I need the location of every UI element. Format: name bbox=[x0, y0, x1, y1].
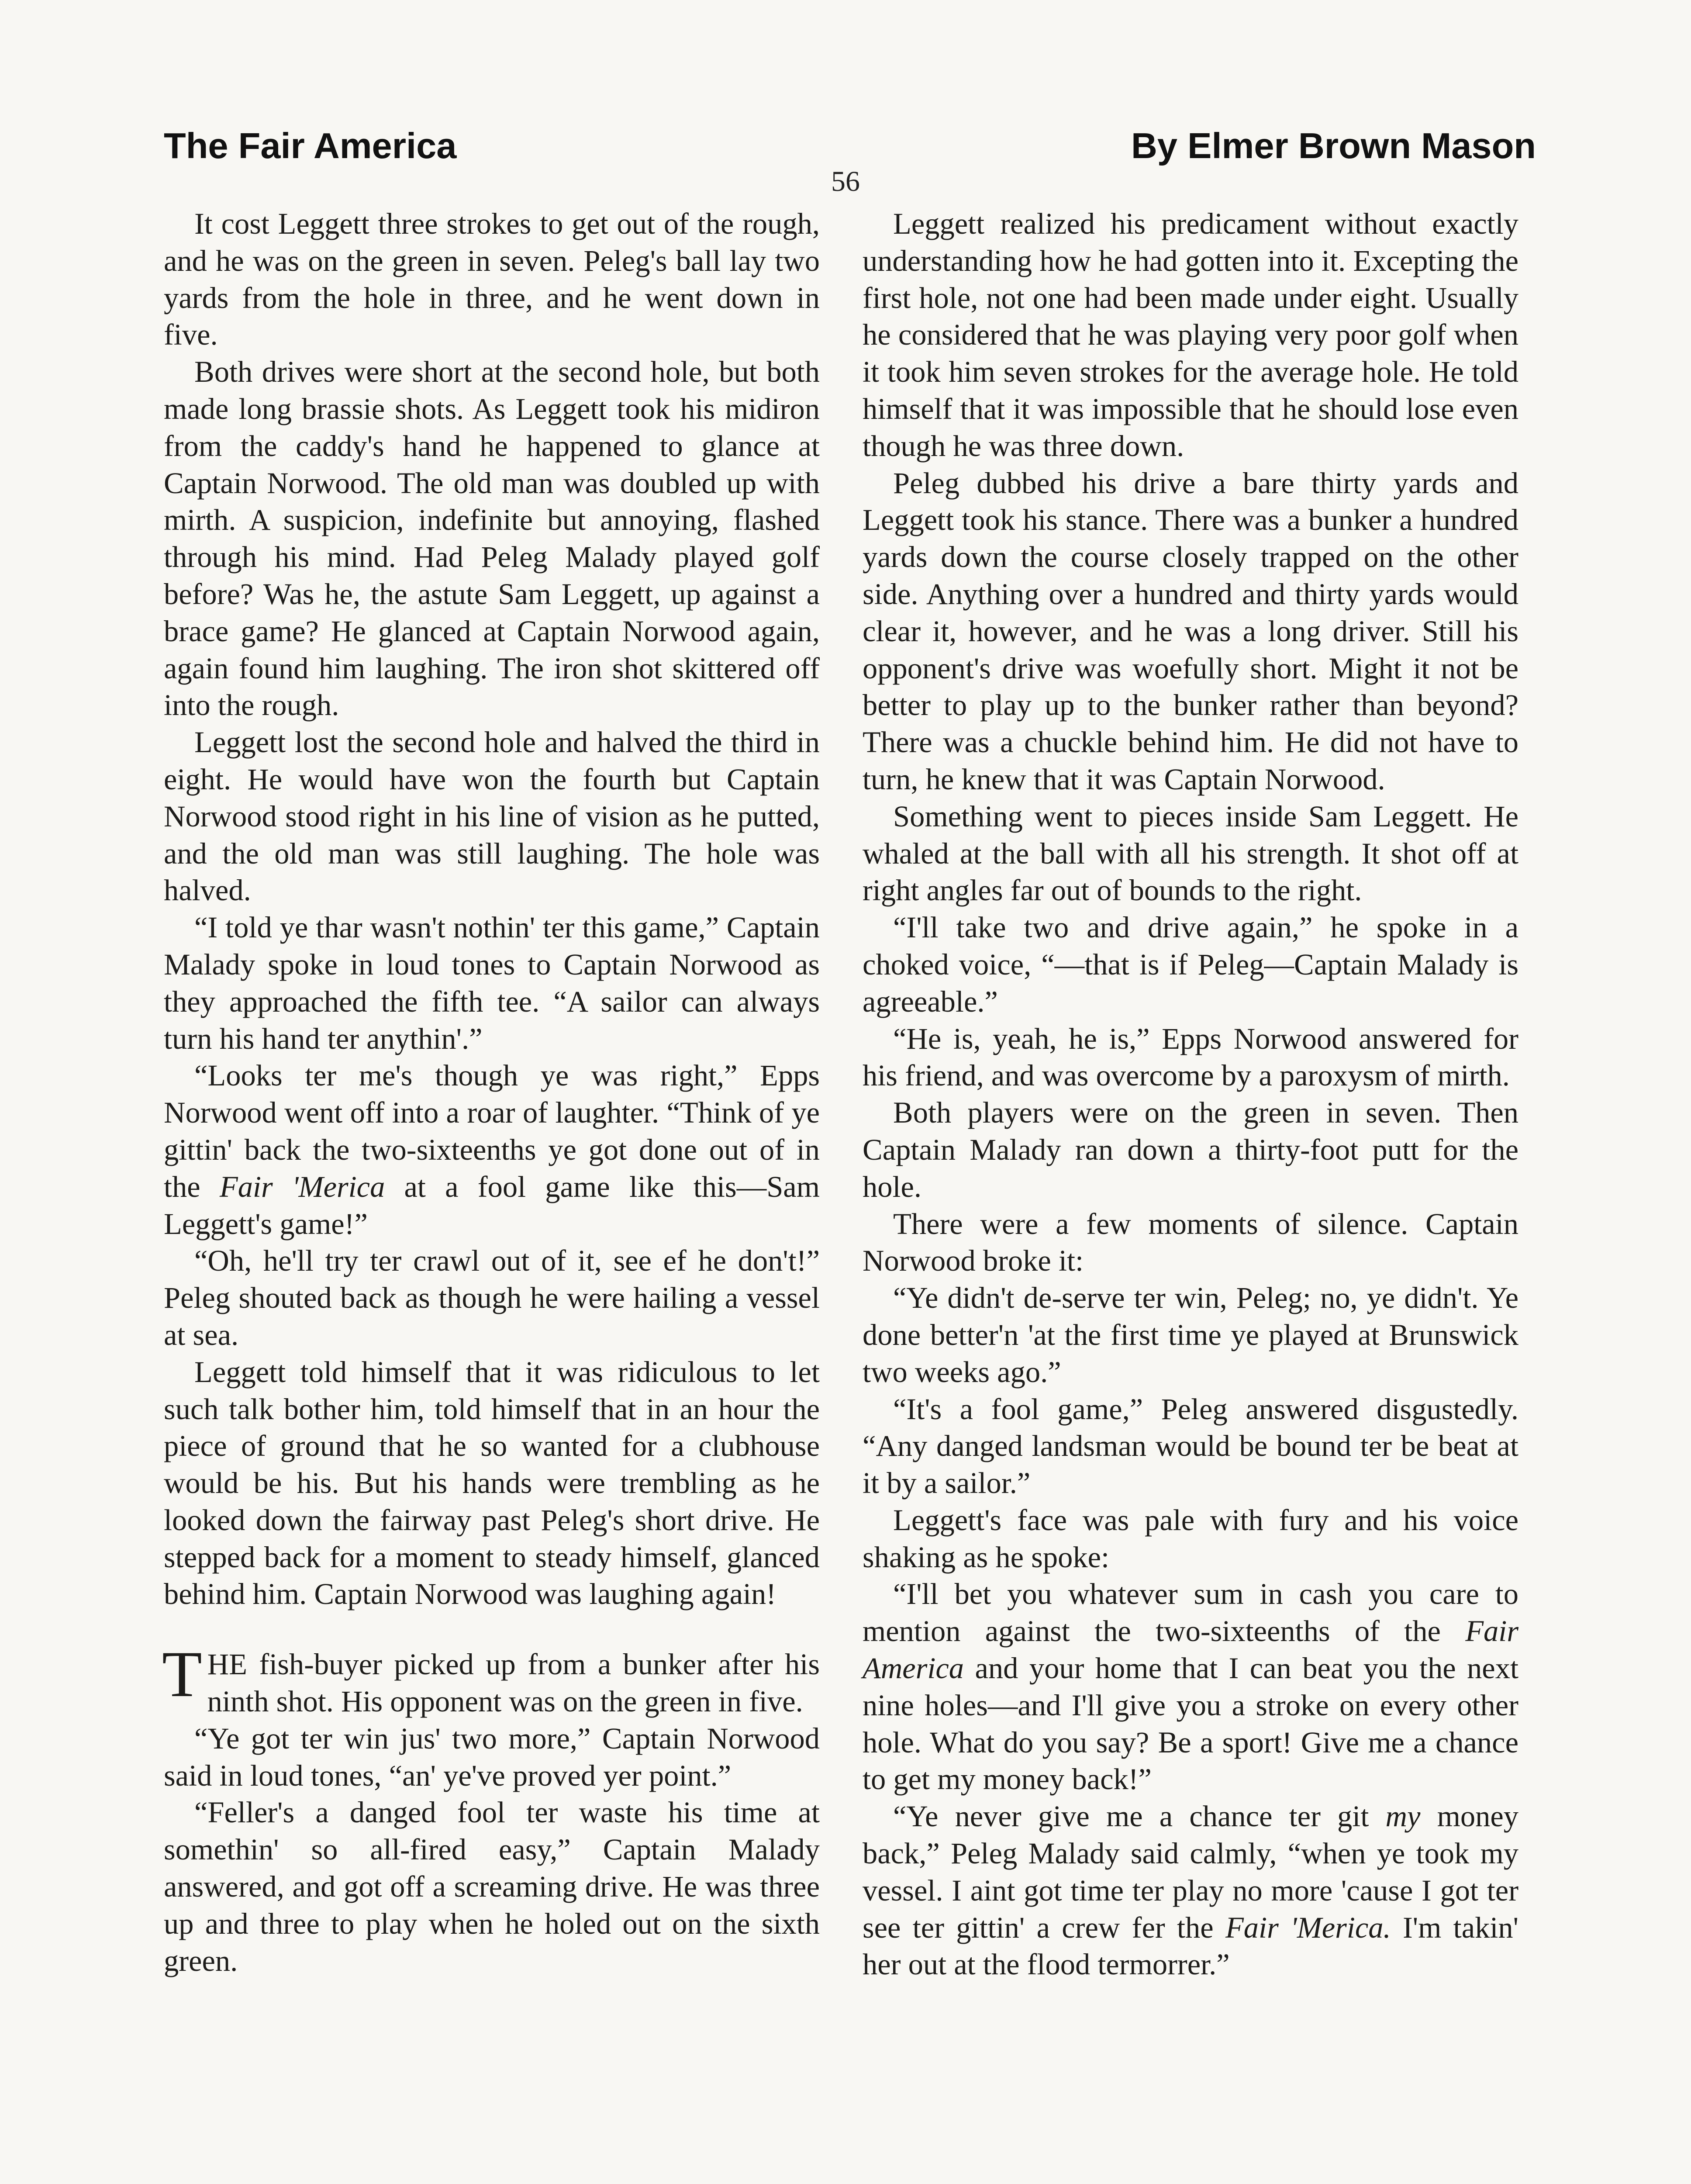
right-column bbox=[863, 205, 1518, 1983]
paragraph: Peleg dubbed his drive a bare thirty yards and Leggett took his stance. There was a bunker a hundred yards down the course closely trapped on the other side. Anything over a hundred and thirty yards would clear it, however, and he was a long driver. Still his opponent's drive was woefully short. Might it not be better to play up to the bunker rather than beyond? There was a chuckle behind him. He did not have to turn, he knew that it was Captain Norwood. bbox=[863, 466, 1518, 796]
paragraph: “I'll bet you whatever sum in cash you care to mention against the two-sixteenths of the Fair America and your home that I can beat you the next nine holes—and I'll give you a stroke on every other hole. What do you say? Be a sport! Give me a chance to get my money back!” bbox=[863, 1577, 1518, 1796]
paragraph: “Ye didn't de-serve ter win, Peleg; no, ye didn't. Ye done better'n 'at the first time ye played at Brunswick two weeks ago.” bbox=[863, 1281, 1518, 1389]
drop-cap: T bbox=[162, 1638, 202, 1711]
ship-name: Fair America bbox=[863, 1614, 1518, 1685]
paragraph: Leggett lost the second hole and halved the third in eight. He would have won the fourth but Captain Norwood stood right in his line of vision as he putted, and the old man was still laughing. The hole was halved. bbox=[164, 726, 820, 907]
paragraph: Leggett told himself that it was ridiculous to let such talk bother him, told himself that in an hour the piece of ground that he so wanted for a clubhouse would be his. But his hands were trembling as he looked down the fairway past Peleg's short drive. He stepped back for a moment to steady himself, glanced behind him. Captain Norwood was laughing again! bbox=[164, 1355, 820, 1611]
paragraph: “Ye never give me a chance ter git my money back,” Peleg Malady said calmly, “when ye took my vessel. I aint got time ter play no more 'cause I got ter see ter gittin' a crew fer the Fair 'Merica. I'm takin' her out at the flood termorrer.” bbox=[863, 1800, 1519, 1981]
left-column bbox=[164, 205, 820, 1979]
page-number: 56 bbox=[831, 166, 860, 197]
paragraph: “Feller's a danged fool ter waste his time at somethin' so all-fired easy,” Captain Malady answered, and got off a screaming drive. He was three up and three to play when he holed out on the sixth green. bbox=[164, 1796, 820, 1977]
paragraph: “Oh, he'll try ter crawl out of it, see ef he don't!” Peleg shouted back as though he were hailing a vessel at sea. bbox=[164, 1244, 820, 1351]
paragraph: Something went to pieces inside Sam Leggett. He whaled at the ball with all his strength. It shot off at right angles far out of bounds to the right. bbox=[863, 799, 1518, 907]
paragraph: “Looks ter me's though ye was right,” Epps Norwood went off into a roar of laughter. “Think of ye gittin' back the two-sixteenths ye got done out of in the Fair 'Merica at a fool game like this—Sam Leggett's game!” bbox=[164, 1059, 820, 1241]
ship-name: Fair 'Merica bbox=[219, 1170, 385, 1203]
ship-name: Fair 'Merica. bbox=[1225, 1911, 1391, 1944]
paragraph: “I told ye thar wasn't nothin' ter this game,” Captain Malady spoke in loud tones to Captain Norwood as they approached the fifth tee. “A sailor can always turn his hand ter anythin'.” bbox=[164, 911, 820, 1055]
paragraph: “Ye got ter win jus' two more,” Captain Norwood said in loud tones, “an' ye've proved yer point.” bbox=[164, 1721, 820, 1792]
story-title: The Fair America bbox=[164, 125, 457, 166]
paragraph: “He is, yeah, he is,” Epps Norwood answered for his friend, and was overcome by a paroxysm of mirth. bbox=[863, 1022, 1518, 1092]
story-author: By Elmer Brown Mason bbox=[1131, 125, 1536, 166]
paragraph: Leggett realized his predicament without exactly understanding how he had gotten into it. Excepting the first hole, not one had been made under eight. Usually he considered that he was playing very poor golf when it took him seven strokes for the average hole. He told himself that it was impossible that he should lose even though he was three down. bbox=[863, 207, 1518, 463]
paragraph: Leggett's face was pale with fury and his voice shaking as he spoke: bbox=[863, 1503, 1518, 1574]
paragraph: Both players were on the green in seven. Then Captain Malady ran down a thirty-foot putt for the hole. bbox=[863, 1096, 1518, 1203]
paragraph: Both drives were short at the second hole, but both made long brassie shots. As Leggett took his midiron from the caddy's hand he happened to glance at Captain Norwood. The old man was doubled up with mirth. A suspicion, indefinite but annoying, flashed through his mind. Had Peleg Malady played golf before? Was he, the astute Sam Leggett, up against a brace game? He glanced at Captain Norwood again, again found him laughing. The iron shot skittered off into the rough. bbox=[164, 355, 820, 722]
paragraph: “I'll take two and drive again,” he spoke in a choked voice, “—that is if Peleg—Captain Malady is agreeable.” bbox=[863, 911, 1518, 1018]
section-start-paragraph: THE fish-buyer picked up from a bunker after his ninth shot. His opponent was on the green in five. bbox=[162, 1638, 820, 1718]
page-header bbox=[164, 119, 1536, 167]
paragraph: It cost Leggett three strokes to get out of the rough, and he was on the green in seven. Peleg's ball lay two yards from the hole in three, and he went down in five. bbox=[164, 207, 820, 352]
emphasis: my bbox=[1385, 1800, 1421, 1833]
paragraph: “It's a fool game,” Peleg answered disgustedly. “Any danged landsman would be bound ter be beat at it by a sailor.” bbox=[863, 1392, 1518, 1500]
paragraph: There were a few moments of silence. Captain Norwood broke it: bbox=[863, 1207, 1518, 1278]
